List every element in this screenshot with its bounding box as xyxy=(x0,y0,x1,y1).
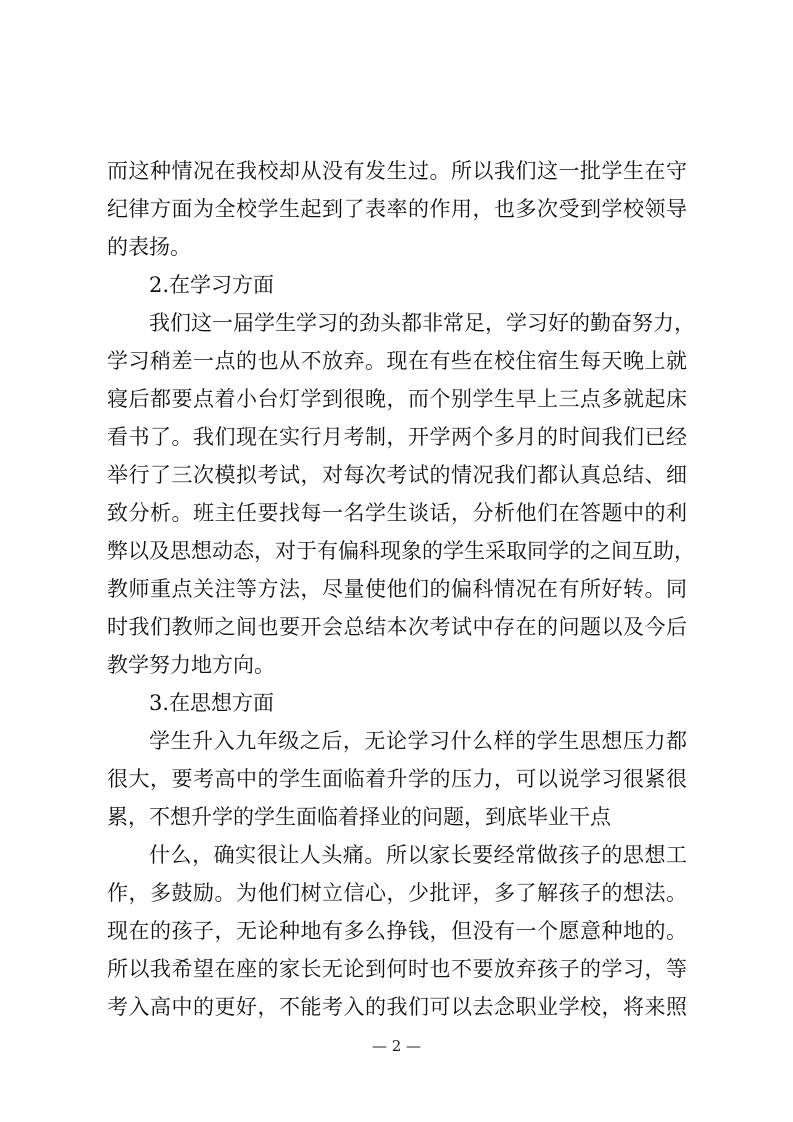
paragraph-line: 累，不想升学的学生面临着择业的问题，到底毕业干点 xyxy=(107,805,611,829)
paragraph-line: 而这种情况在我校却从没有发生过。所以我们这一批学生在守 xyxy=(107,159,687,183)
paragraph-line: 致分析。班主任要找每一名学生谈话，分析他们在答题中的利 xyxy=(107,501,687,525)
paragraph-line: 学生升入九年级之后，无论学习什么样的学生思想压力都 xyxy=(149,729,687,753)
paragraph-line: 时我们教师之间也要开会总结本次考试中存在的问题以及今后 xyxy=(107,615,687,639)
section-heading-thought: 3.在思想方面 xyxy=(149,691,275,715)
paragraph-line: 很大，要考高中的学生面临着升学的压力，可以说学习很紧很 xyxy=(107,767,687,791)
section-heading-study: 2.在学习方面 xyxy=(149,273,275,297)
paragraph-line: 教学努力地方向。 xyxy=(107,653,275,677)
paragraph-line: 教师重点关注等方法，尽量使他们的偏科情况在有所好转。同 xyxy=(107,577,687,601)
paragraph-line: 学习稍差一点的也从不放弃。现在有些在校住宿生每天晚上就 xyxy=(107,349,687,373)
page-number: — 2 — xyxy=(371,1037,422,1055)
paragraph-line: 看书了。我们现在实行月考制，开学两个多月的时间我们已经 xyxy=(107,425,687,449)
paragraph-line: 现在的孩子，无论种地有多么挣钱，但没有一个愿意种地的。 xyxy=(107,919,687,943)
paragraph-line: 所以我希望在座的家长无论到何时也不要放弃孩子的学习，等 xyxy=(107,957,687,981)
paragraph-line: 什么，确实很让人头痛。所以家长要经常做孩子的思想工 xyxy=(149,843,687,867)
paragraph-line: 纪律方面为全校学生起到了表率的作用，也多次受到学校领导 xyxy=(107,197,687,221)
paragraph-line: 的表扬。 xyxy=(107,235,191,259)
paragraph-line: 举行了三次模拟考试，对每次考试的情况我们都认真总结、细 xyxy=(107,463,687,487)
paragraph-line: 作，多鼓励。为他们树立信心，少批评，多了解孩子的想法。 xyxy=(107,881,687,905)
paragraph-line: 我们这一届学生学习的劲头都非常足，学习好的勤奋努力， xyxy=(149,311,695,335)
paragraph-line: 寝后都要点着小台灯学到很晚，而个别学生早上三点多就起床 xyxy=(107,387,687,411)
paragraph-line: 考入高中的更好，不能考入的我们可以去念职业学校，将来照 xyxy=(107,995,687,1019)
paragraph-line: 弊以及思想动态，对于有偏科现象的学生采取同学的之间互助， xyxy=(107,539,695,563)
